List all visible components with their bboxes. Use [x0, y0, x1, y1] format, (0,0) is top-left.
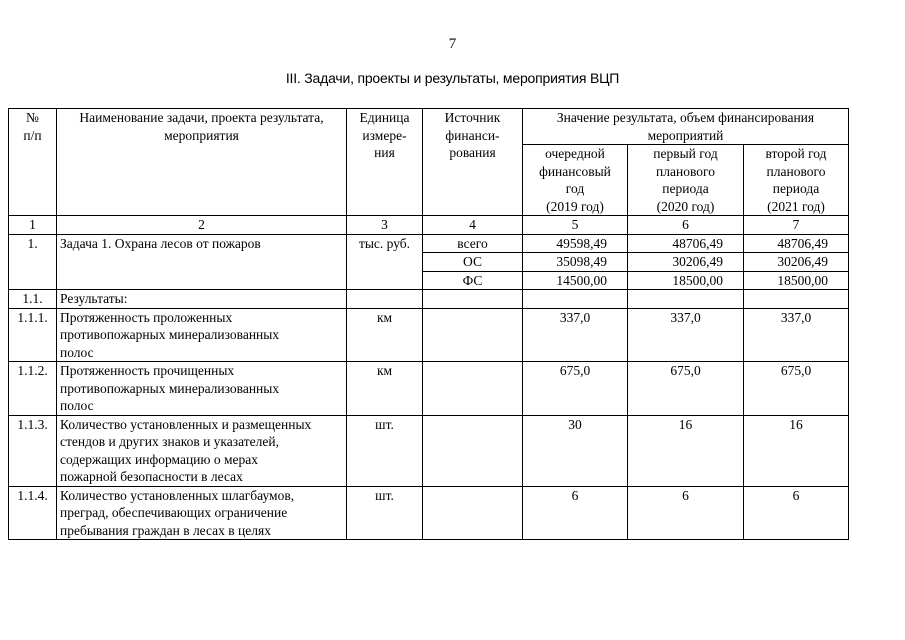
result-value-2020: 6 — [628, 486, 744, 540]
column-number: 1 — [9, 216, 57, 235]
header-values-group: Значение результата, объем финансирования мероприятий — [523, 109, 849, 145]
result-value-2021: 16 — [744, 415, 849, 486]
task-value-2019: 14500,00 — [523, 271, 628, 290]
result-value-2021: 6 — [744, 486, 849, 540]
result-row — [9, 486, 849, 540]
column-number: 5 — [523, 216, 628, 235]
result-value-2020: 337,0 — [628, 308, 744, 362]
result-num: 1.1.1. — [9, 308, 57, 362]
result-name: Протяженность проложенных противопожарных минерализованных полос — [57, 308, 347, 362]
task-value-2019: 49598,49 — [523, 234, 628, 253]
result-value-2019: 30 — [523, 415, 628, 486]
column-number: 4 — [423, 216, 523, 235]
result-row — [9, 308, 849, 362]
header-unit: Единица измере- ния — [347, 109, 423, 216]
task-value-2019: 35098,49 — [523, 253, 628, 272]
empty-cell — [347, 290, 423, 309]
empty-cell — [744, 290, 849, 309]
task-source: ОС — [423, 253, 523, 272]
results-header-row — [9, 290, 849, 309]
task-value-2021: 18500,00 — [744, 271, 849, 290]
result-row — [9, 362, 849, 416]
header-year-2021: второй год планового периода (2021 год) — [744, 145, 849, 216]
result-name: Протяженность прочищенных противопожарных минерализованных полос — [57, 362, 347, 416]
empty-cell — [523, 290, 628, 309]
header-row — [9, 109, 849, 145]
result-value-2019: 6 — [523, 486, 628, 540]
task-row — [9, 234, 849, 253]
task-unit: тыс. руб. — [347, 234, 423, 290]
column-number: 3 — [347, 216, 423, 235]
task-source: ФС — [423, 271, 523, 290]
task-name: Задача 1. Охрана лесов от пожаров — [57, 234, 347, 290]
result-value-2019: 675,0 — [523, 362, 628, 416]
task-value-2021: 48706,49 — [744, 234, 849, 253]
empty-cell — [628, 290, 744, 309]
column-numbers-row — [9, 216, 849, 235]
result-source — [423, 415, 523, 486]
result-source — [423, 486, 523, 540]
task-source: всего — [423, 234, 523, 253]
task-value-2020: 18500,00 — [628, 271, 744, 290]
task-value-2020: 30206,49 — [628, 253, 744, 272]
result-source — [423, 362, 523, 416]
section-title: III. Задачи, проекты и результаты, мероприятия ВЦП — [285, 70, 620, 86]
results-table — [8, 108, 849, 540]
column-number: 6 — [628, 216, 744, 235]
result-unit: шт. — [347, 486, 423, 540]
task-num: 1. — [9, 234, 57, 290]
header-source: Источник финанси- рования — [423, 109, 523, 216]
result-row — [9, 415, 849, 486]
task-value-2020: 48706,49 — [628, 234, 744, 253]
result-num: 1.1.3. — [9, 415, 57, 486]
result-value-2021: 675,0 — [744, 362, 849, 416]
result-value-2019: 337,0 — [523, 308, 628, 362]
task-value-2021: 30206,49 — [744, 253, 849, 272]
result-value-2020: 16 — [628, 415, 744, 486]
result-unit: км — [347, 308, 423, 362]
result-name: Количество установленных и размещенных стендов и других знаков и указателей, содержащих информацию о мерах пожарной безопасности в лесах — [57, 415, 347, 486]
result-num: 1.1.4. — [9, 486, 57, 540]
result-unit: км — [347, 362, 423, 416]
results-label: Результаты: — [57, 290, 347, 309]
result-unit: шт. — [347, 415, 423, 486]
results-num: 1.1. — [9, 290, 57, 309]
header-name: Наименование задачи, проекта результата, мероприятия — [57, 109, 347, 216]
result-name: Количество установленных шлагбаумов, преград, обеспечивающих ограничение пребывания граждан в лесах в целях — [57, 486, 347, 540]
result-num: 1.1.2. — [9, 362, 57, 416]
result-value-2021: 337,0 — [744, 308, 849, 362]
empty-cell — [423, 290, 523, 309]
header-year-2019: очередной финансовый год (2019 год) — [523, 145, 628, 216]
result-source — [423, 308, 523, 362]
header-year-2020: первый год планового периода (2020 год) — [628, 145, 744, 216]
result-value-2020: 675,0 — [628, 362, 744, 416]
page-number: 7 — [448, 36, 457, 52]
column-number: 2 — [57, 216, 347, 235]
header-num: № п/п — [9, 109, 57, 216]
column-number: 7 — [744, 216, 849, 235]
